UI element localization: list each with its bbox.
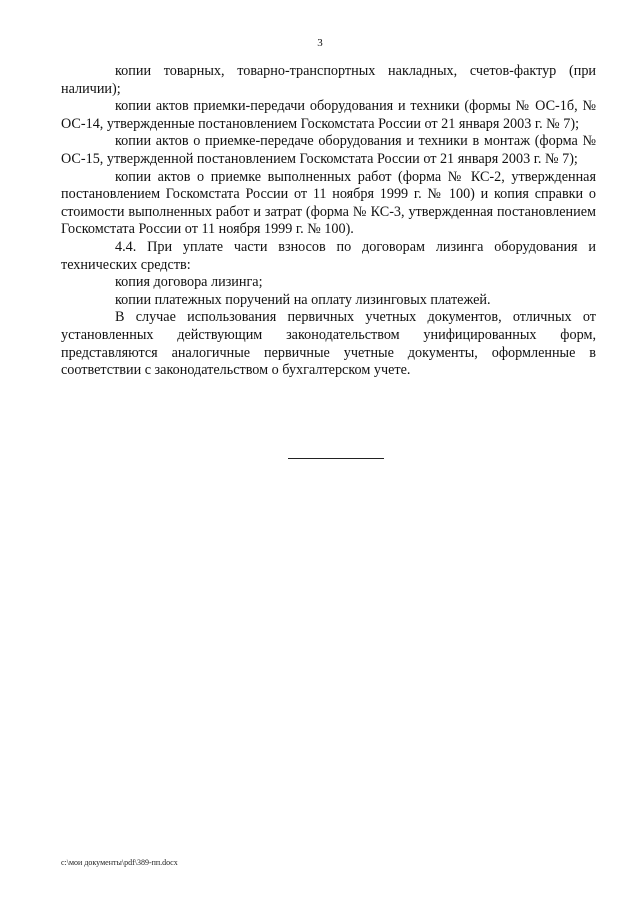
paragraph: копии товарных, товарно-транспортных накладных, счетов-фактур (при наличии); [61,63,596,97]
footer-file-path: c:\мои документы\pdf\389-пп.docx [61,858,178,867]
paragraph: копии платежных поручений на оплату лизинговых платежей. [115,291,491,308]
end-separator-line [288,458,384,459]
page-number: 3 [317,37,323,49]
paragraph: В случае использования первичных учетных документов, отличных от установленных действующим законодательством унифицированных форм, представляются аналогичные первичные учетные документы, оформленные в соответствии с законодательством о бухгалтерском учете. [61,309,596,379]
paragraph: 4.4. При уплате части взносов по договорам лизинга оборудования и технических средств: [61,238,596,273]
paragraph: копии актов о приемке выполненных работ (форма № КС-2, утвержденная постановлением Госкомстата России от 11 ноября 1999 г. № 100) и копия справки о стоимости выполненных работ и затрат (форма № КС-3, утвержденная постановлением Госкомстата России от 11 ноября 1999 г. № 100). [61,168,596,238]
paragraph: копии актов приемки-передачи оборудования и техники (формы № ОС-1б, № ОС-14, утвержденные постановлением Госкомстата России от 21 января 2003 г. № 7); [61,98,596,132]
paragraph: копия договора лизинга; [115,274,263,291]
paragraph: копии актов о приемке-передаче оборудования и техники в монтаж (форма № ОС-15, утвержденной постановлением Госкомстата России от 21 января 2003 г. № 7); [61,133,596,167]
document-body [61,63,596,380]
